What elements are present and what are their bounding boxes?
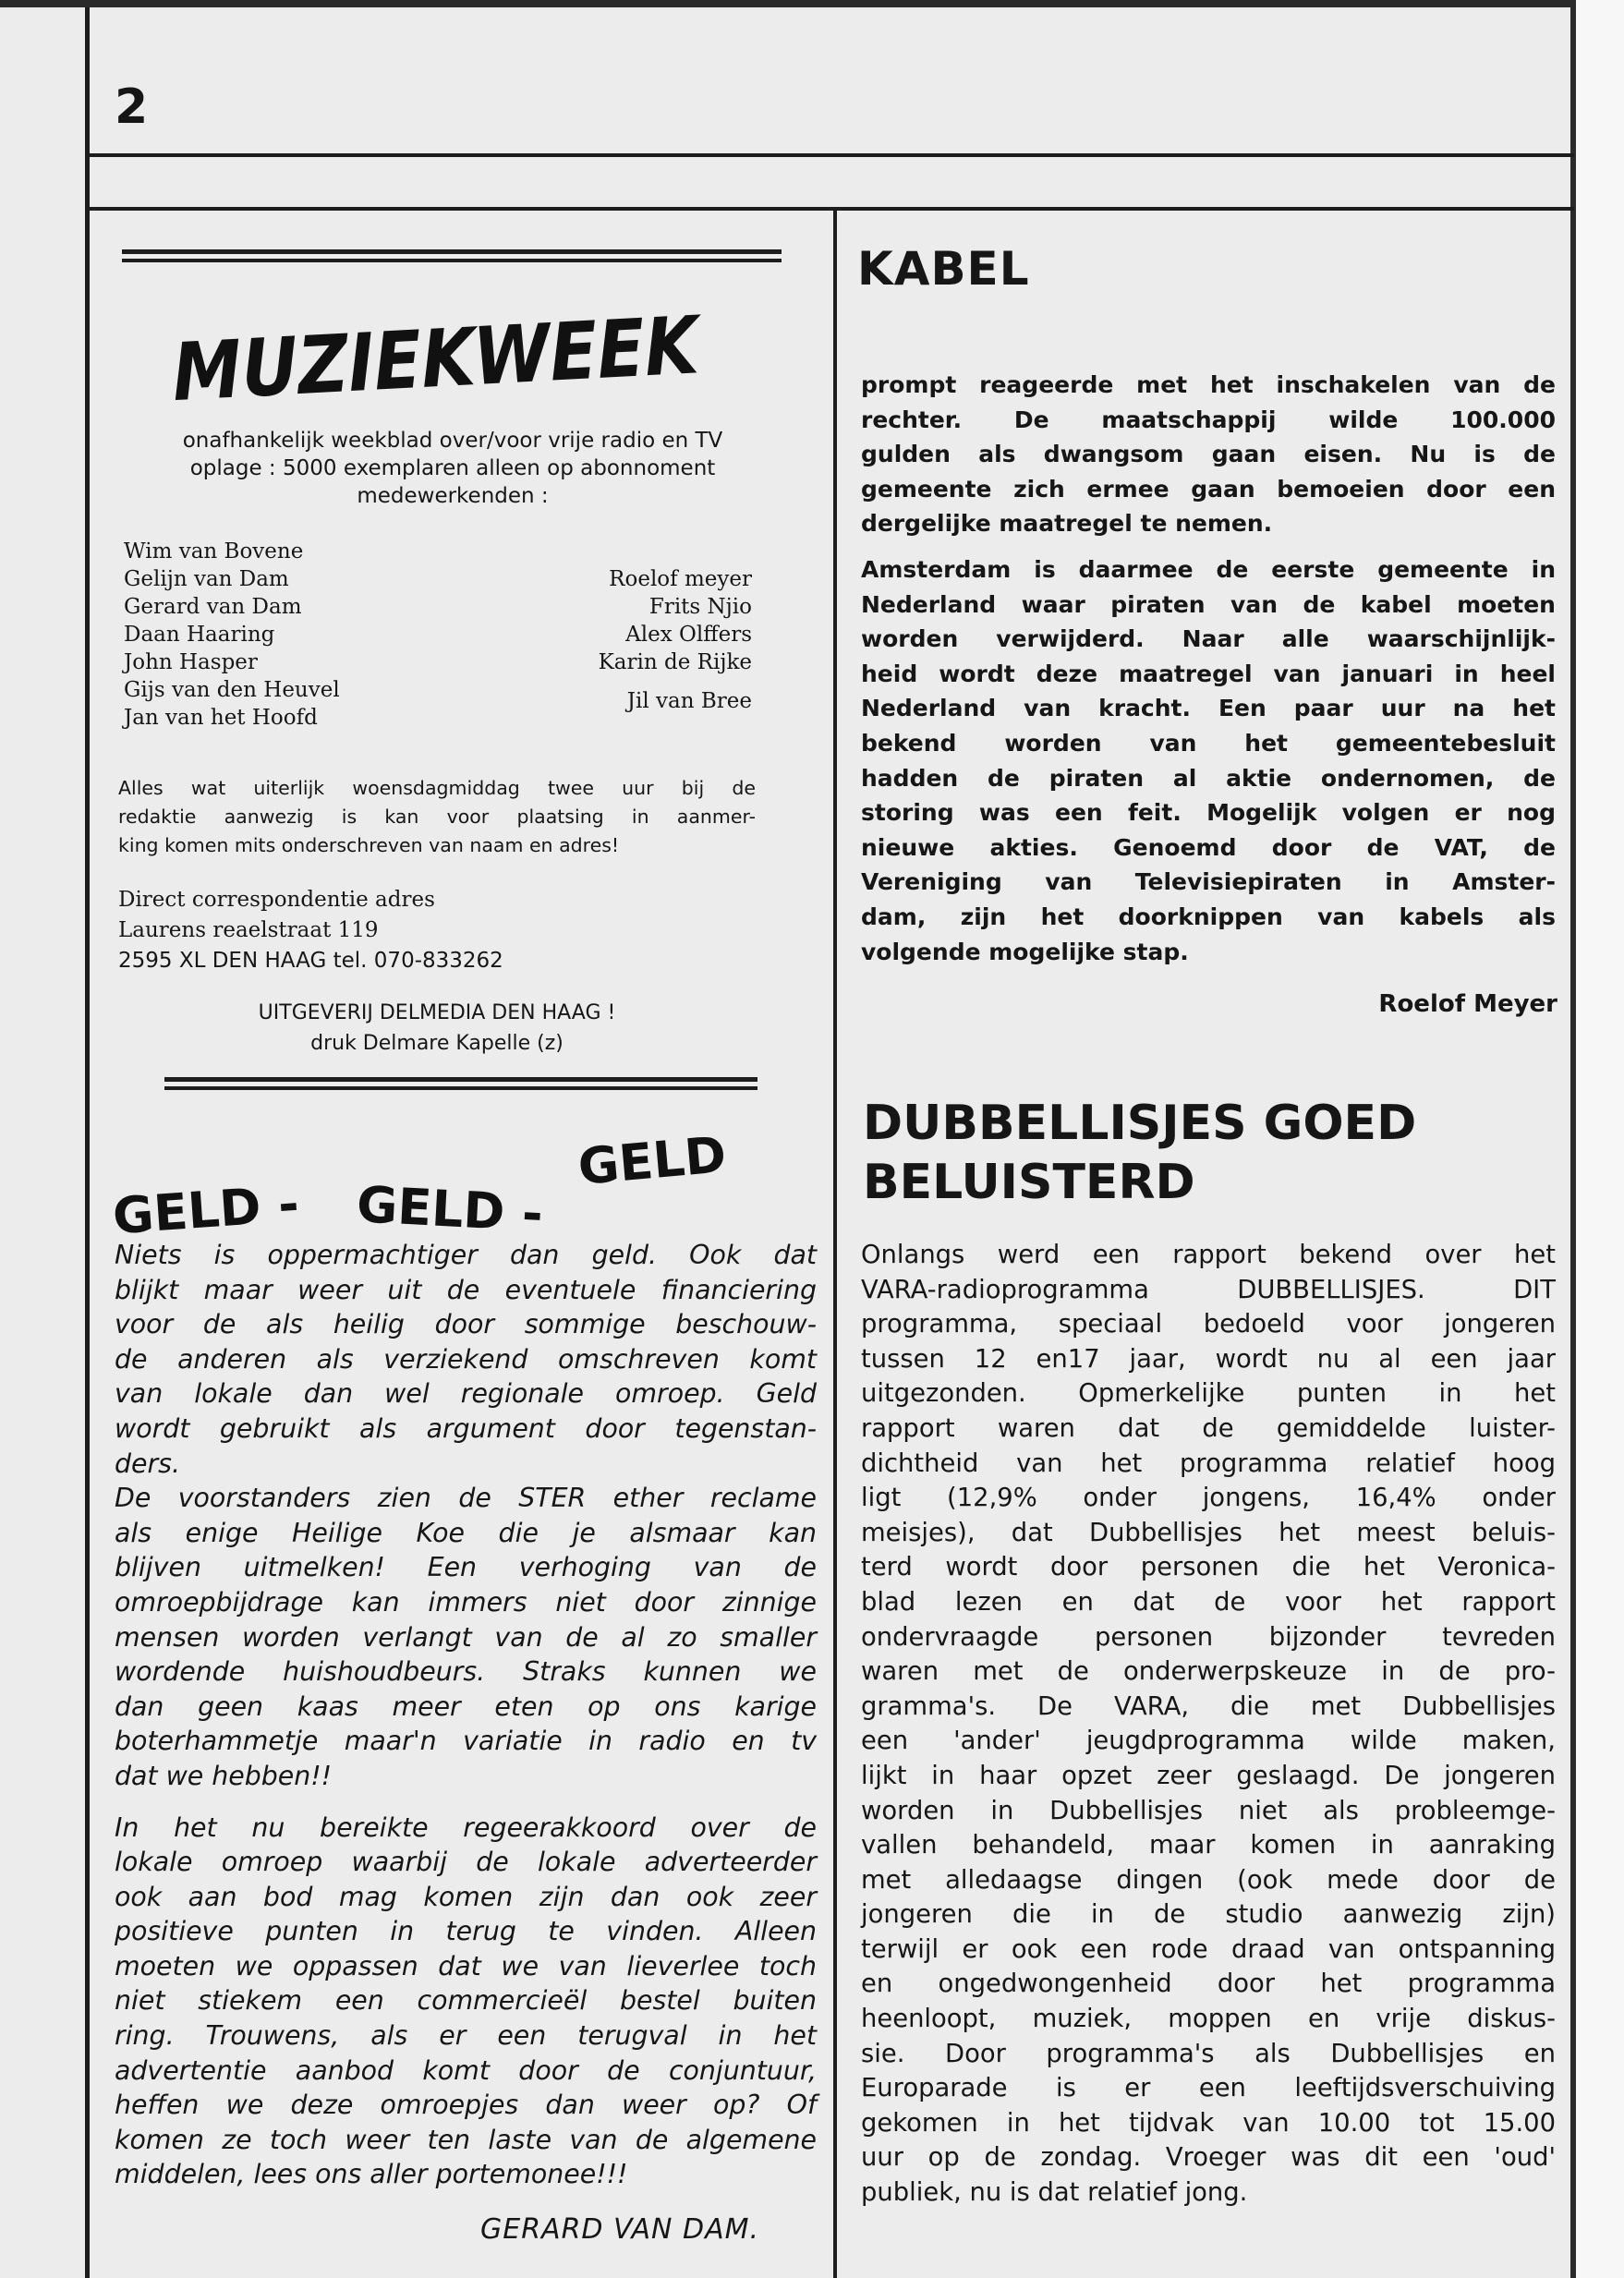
geld-word-3: GELD (576, 1125, 729, 1196)
submission-notice (118, 774, 756, 860)
body-line: wordt gebruikt als argument door tegenstan- (115, 1412, 817, 1444)
body-line: komen ze toch weer ten laste van de algemene (115, 2124, 817, 2155)
body-line: Nederland waar piraten van de kabel moeten (861, 590, 1556, 618)
subtitle-line: oplage : 5000 exemplaren alleen op abonnoment (189, 456, 716, 480)
page-number: 2 (115, 79, 149, 135)
credit-name: Karin de Rijke (598, 650, 752, 674)
notice-line: king komen mits onderschreven van naam en adres! (118, 834, 620, 856)
column-divider (833, 207, 837, 2278)
body-line: De voorstanders zien de STER ether reclame (115, 1483, 817, 1514)
geld-headline (109, 1109, 811, 1247)
correspondence-address (118, 885, 756, 976)
body-line: mensen worden verlangt van de al zo smaller (115, 1621, 817, 1653)
body-line: rapport waren dat de gemiddelde luister- (861, 1413, 1556, 1443)
body-line: blijkt maar weer uit de eventuele financiering (115, 1274, 817, 1305)
credit-name: Roelof meyer (609, 567, 752, 591)
body-line: positieve punten in terug te vinden. Alleen (115, 1916, 817, 1947)
body-line: ders. (115, 1448, 180, 1479)
body-line: uitgezonden. Opmerkelijke punten in het (861, 1379, 1556, 1409)
body-line: boterhammetje maar'n variatie in radio en tv (115, 1726, 817, 1757)
subtitle-line: medewerkenden : (357, 484, 549, 508)
paragraph-gap (861, 541, 1556, 552)
geld-word-2: GELD - (355, 1175, 545, 1243)
credit-name: Alex Olffers (625, 623, 752, 647)
geld-author: GERARD VAN DAM. (480, 2213, 760, 2246)
body-line: heenloopt, muziek, moppen en vrije diskus- (861, 2005, 1556, 2034)
kabel-heading: KABEL (857, 242, 1030, 296)
body-line: programma, speciaal bedoeld voor jongeren (861, 1310, 1556, 1339)
credit-name: Gijs van den Heuvel (124, 678, 340, 702)
address-line: Direct correspondentie adres (118, 888, 435, 912)
body-line: Nederland van kracht. Een paar uur na het (861, 695, 1556, 722)
credit-name: Gelijn van Dam (124, 567, 289, 591)
body-line: dichtheid van het programma relatief hoog (861, 1448, 1556, 1478)
address-line: 2595 XL DEN HAAG tel. 070-833262 (118, 949, 503, 973)
body-line: terwijl er ook een rode draad van ontspanning (861, 1934, 1556, 1964)
body-line: dan geen kaas meer eten op ons karige (115, 1690, 817, 1722)
body-line: blad lezen en dat de voor het rapport (861, 1587, 1556, 1617)
body-line: Europarade is er een leeftijdsverschuiving (861, 2074, 1556, 2103)
publisher (118, 998, 756, 1059)
body-line: moeten we oppassen dat we van lieverlee toch (115, 1950, 817, 1981)
kabel-author: Roelof Meyer (1378, 990, 1557, 1018)
heading-line: BELUISTERD (863, 1155, 1195, 1210)
body-line: tussen 12 en17 jaar, wordt nu al een jaar (861, 1344, 1556, 1374)
body-line: uur op de zondag. Vroeger was dit een 'oud' (861, 2143, 1556, 2173)
body-line: bekend worden van het gemeentebesluit (861, 729, 1556, 757)
body-line: In het nu bereikte regeerakkoord over de (115, 1811, 817, 1843)
body-line: gekomen in het tijdvak van 10.00 tot 15.00 (861, 2108, 1556, 2138)
body-line: gemeente zich ermee gaan bemoeien door een (861, 475, 1556, 503)
body-line: wordende huishoudbeurs. Straks kunnen we (115, 1656, 817, 1688)
body-line: advertentie aanbod komt door de conjuntuur, (115, 2054, 817, 2086)
body-line: meisjes), dat Dubbellisjes het meest beluis- (861, 1518, 1556, 1547)
masthead-rule-bottom (164, 1077, 757, 1090)
body-line: Amsterdam is daarmee de eerste gemeente in (861, 555, 1556, 583)
body-line: ondervraagde personen bijzonder tevreden (861, 1622, 1556, 1652)
credit-name: Gerard van Dam (124, 595, 302, 619)
body-line: volgende mogelijke stap. (861, 938, 1189, 965)
body-line: een 'ander' jeugdprogramma wilde maken, (861, 1727, 1556, 1756)
body-line: als enige Heilige Koe die je alsmaar kan (115, 1517, 817, 1548)
body-line: vallen behandeld, maar komen in aanraking (861, 1831, 1556, 1860)
heading-line: DUBBELLISJES GOED (863, 1096, 1417, 1151)
body-line: met alledaagse dingen (ook mede door de (861, 1865, 1556, 1895)
notice-line: Alles wat uiterlijk woensdagmiddag twee uur bij de (118, 777, 756, 799)
body-line: voor de als heilig door sommige beschouw- (115, 1309, 817, 1340)
body-line: middelen, lees ons aller portemonee!!! (115, 2159, 628, 2190)
dubbellisjes-article-body (861, 1238, 1556, 2211)
credit-name: Jil van Bree (626, 689, 752, 713)
body-line: blijven uitmelken! Een verhoging van de (115, 1552, 817, 1583)
notice-line: redaktie aanwezig is kan voor plaatsing in aanmer- (118, 806, 756, 828)
body-line: Niets is oppermachtiger dan geld. Ook dat (115, 1240, 817, 1270)
body-line: sie. Door programma's als Dubbellisjes en (861, 2039, 1556, 2068)
masthead-subtitle (120, 427, 785, 510)
subtitle-line: onafhankelijk weekblad over/voor vrije radio en TV (182, 429, 723, 453)
body-line: lokale omroep waarbij de lokale adverteerder (115, 1847, 817, 1878)
body-line: nieuwe akties. Genoemd door de VAT, de (861, 833, 1556, 861)
header-rule (85, 153, 1574, 157)
body-line: ligt (12,9% onder jongens, 16,4% onder (861, 1484, 1556, 1513)
credit-name: Wim van Bovene (124, 539, 304, 563)
credit-name: Daan Haaring (124, 623, 275, 647)
body-line: omroepbijdrage kan immers niet door zinnige (115, 1586, 817, 1618)
body-line: publiek, nu is dat relatief jong. (861, 2178, 1248, 2208)
address-line: Laurens reaelstraat 119 (118, 918, 379, 942)
masthead-rule-top (122, 249, 782, 262)
credits-left (124, 538, 419, 732)
body-line: terd wordt door personen die het Veronica- (861, 1553, 1556, 1582)
body-line: en ongedwongenheid door het programma (861, 1969, 1556, 1999)
left-border (85, 7, 90, 2278)
body-line: heffen we deze omroepjes dan weer op? Of (115, 2090, 817, 2121)
geld-word-1: GELD - (111, 1174, 301, 1246)
body-line: hadden de piraten al aktie ondernomen, de (861, 764, 1556, 792)
body-line: jongeren die in de studio aanwezig zijn) (861, 1900, 1556, 1930)
body-line: rechter. De maatschappij wilde 100.000 (861, 406, 1556, 433)
muziekweek-logo (166, 296, 777, 420)
body-line: worden verwijderd. Naar alle waarschijnlijk- (861, 625, 1556, 653)
paragraph-gap (115, 1794, 817, 1811)
body-line: de anderen als verziekend omschreven komt (115, 1343, 817, 1375)
body-line: dergelijke maatregel te nemen. (861, 510, 1273, 538)
body-line: Vereniging van Televisiepiraten in Amster- (861, 868, 1556, 896)
kabel-article-body (861, 368, 1556, 969)
body-line: waren met de onderwerpskeuze in de pro- (861, 1657, 1556, 1687)
body-line: storing was een feit. Mogelijk volgen er nog (861, 799, 1556, 827)
publisher-line: druk Delmare Kapelle (z) (310, 1032, 564, 1055)
body-line: gulden als dwangsom gaan eisen. Nu is de (861, 441, 1556, 468)
body-line: dat we hebben!! (115, 1760, 333, 1791)
body-line: ring. Trouwens, als er een terugval in het (115, 2020, 817, 2052)
credit-name: John Hasper (124, 650, 258, 674)
credits-right (517, 565, 752, 715)
body-line: lijkt in haar opzet zeer geslaagd. De jongeren (861, 1761, 1556, 1790)
body-line: van lokale dan wel regionale omroep. Geld (115, 1378, 817, 1410)
body-line: dam, zijn het doorknippen van kabels als (861, 903, 1556, 930)
header-rule-lower (85, 207, 1574, 211)
body-line: niet stiekem een commercieël bestel buiten (115, 1985, 817, 2017)
geld-article-body (115, 1238, 817, 2192)
body-line: gramma's. De VARA, die met Dubbellisjes (861, 1691, 1556, 1721)
top-border (0, 0, 1624, 7)
body-line: worden in Dubbellisjes niet als probleemge- (861, 1796, 1556, 1825)
publisher-line: UITGEVERIJ DELMEDIA DEN HAAG ! (258, 1001, 616, 1024)
body-line: prompt reageerde met het inschakelen van de (861, 371, 1556, 398)
credit-name: Jan van het Hoofd (124, 706, 318, 730)
body-line: Onlangs werd een rapport bekend over het (861, 1241, 1556, 1269)
body-line: ook aan bod mag komen zijn dan ook zeer (115, 1881, 817, 1912)
body-line: VARA-radioprogramma DUBBELLISJES. DIT (861, 1275, 1556, 1304)
credit-name: Frits Njio (648, 595, 752, 619)
right-margin (1576, 0, 1624, 2278)
dubbellisjes-heading (863, 1094, 1565, 1212)
logo-text: MUZIEKWEEK (170, 296, 777, 420)
body-line: heid wordt deze maatregel van januari in heel (861, 660, 1556, 687)
